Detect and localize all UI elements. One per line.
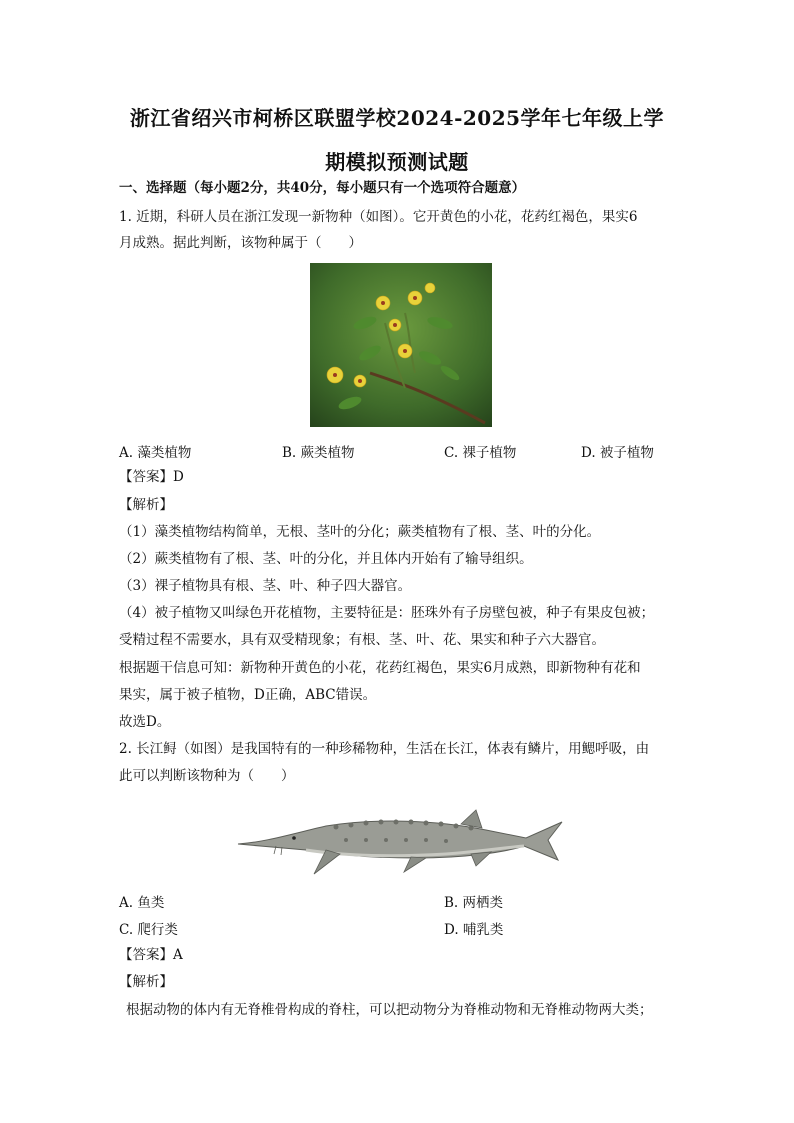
q1-analysis-label: 【解析】: [119, 497, 173, 513]
q1-analysis-line8: 故选D。: [119, 714, 171, 730]
q2-option-b[interactable]: B. 两栖类: [444, 895, 504, 911]
q1-answer: 【答案】D: [119, 469, 184, 485]
q1-analysis-line3: （3）裸子植物具有根、茎、叶、种子四大器官。: [119, 578, 412, 594]
plant-photo: [310, 263, 492, 427]
q1-option-d[interactable]: D. 被子植物: [581, 445, 654, 461]
q2-option-c[interactable]: C. 爬行类: [119, 922, 178, 938]
q2-option-a[interactable]: A. 鱼类: [119, 895, 165, 911]
q2-answer: 【答案】A: [119, 947, 183, 963]
q1-stem-line1: 1. 近期，科研人员在浙江发现一新物种（如图）。它开黄色的小花，花药红褐色，果实6: [119, 209, 638, 225]
q1-option-c[interactable]: C. 裸子植物: [444, 445, 517, 461]
doc-title-line2: 期模拟预测试题: [325, 150, 469, 174]
q1-option-a[interactable]: A. 藻类植物: [119, 445, 192, 461]
q1-analysis-line4: （4）被子植物又叫绿色开花植物，主要特征是：胚珠外有子房壁包被，种子有果皮包被；: [119, 605, 655, 621]
sturgeon-illustration: [236, 800, 566, 882]
q1-analysis-line1: （1）藻类植物结构简单，无根、茎叶的分化；蕨类植物有了根、茎、叶的分化。: [119, 524, 601, 540]
q1-stem-line2: 月成熟。据此判断，该物种属于（ ）: [119, 235, 362, 251]
q1-analysis-line5: 受精过程不需要水，具有双受精现象；有根、茎、叶、花、果实和种子六大器官。: [119, 632, 605, 648]
q1-analysis-line7: 果实，属于被子植物，D正确，ABC错误。: [119, 687, 377, 703]
q2-analysis-label: 【解析】: [119, 974, 173, 990]
doc-title-line1: 浙江省绍兴市柯桥区联盟学校2024-2025学年七年级上学: [129, 106, 665, 130]
q2-stem-line1: 2. 长江鲟（如图）是我国特有的一种珍稀物种，生活在长江，体表有鳞片，用鳃呼吸，由: [119, 741, 650, 757]
q1-analysis-line6: 根据题干信息可知：新物种开黄色的小花，花药红褐色，果实6月成熟，即新物种有花和: [119, 660, 641, 676]
q1-analysis-line2: （2）蕨类植物有了根、茎、叶的分化，并且体内开始有了输导组织。: [119, 551, 533, 567]
q2-stem-line2: 此可以判断该物种为（ ）: [119, 768, 295, 784]
q1-option-b[interactable]: B. 蕨类植物: [282, 445, 355, 461]
q2-option-d[interactable]: D. 哺乳类: [444, 922, 504, 938]
q2-analysis-line1: 根据动物的体内有无脊椎骨构成的脊柱，可以把动物分为脊椎动物和无脊椎动物两大类；: [126, 1002, 653, 1018]
section-heading: 一、选择题（每小题2分，共40分，每小题只有一个选项符合题意）: [119, 180, 526, 196]
